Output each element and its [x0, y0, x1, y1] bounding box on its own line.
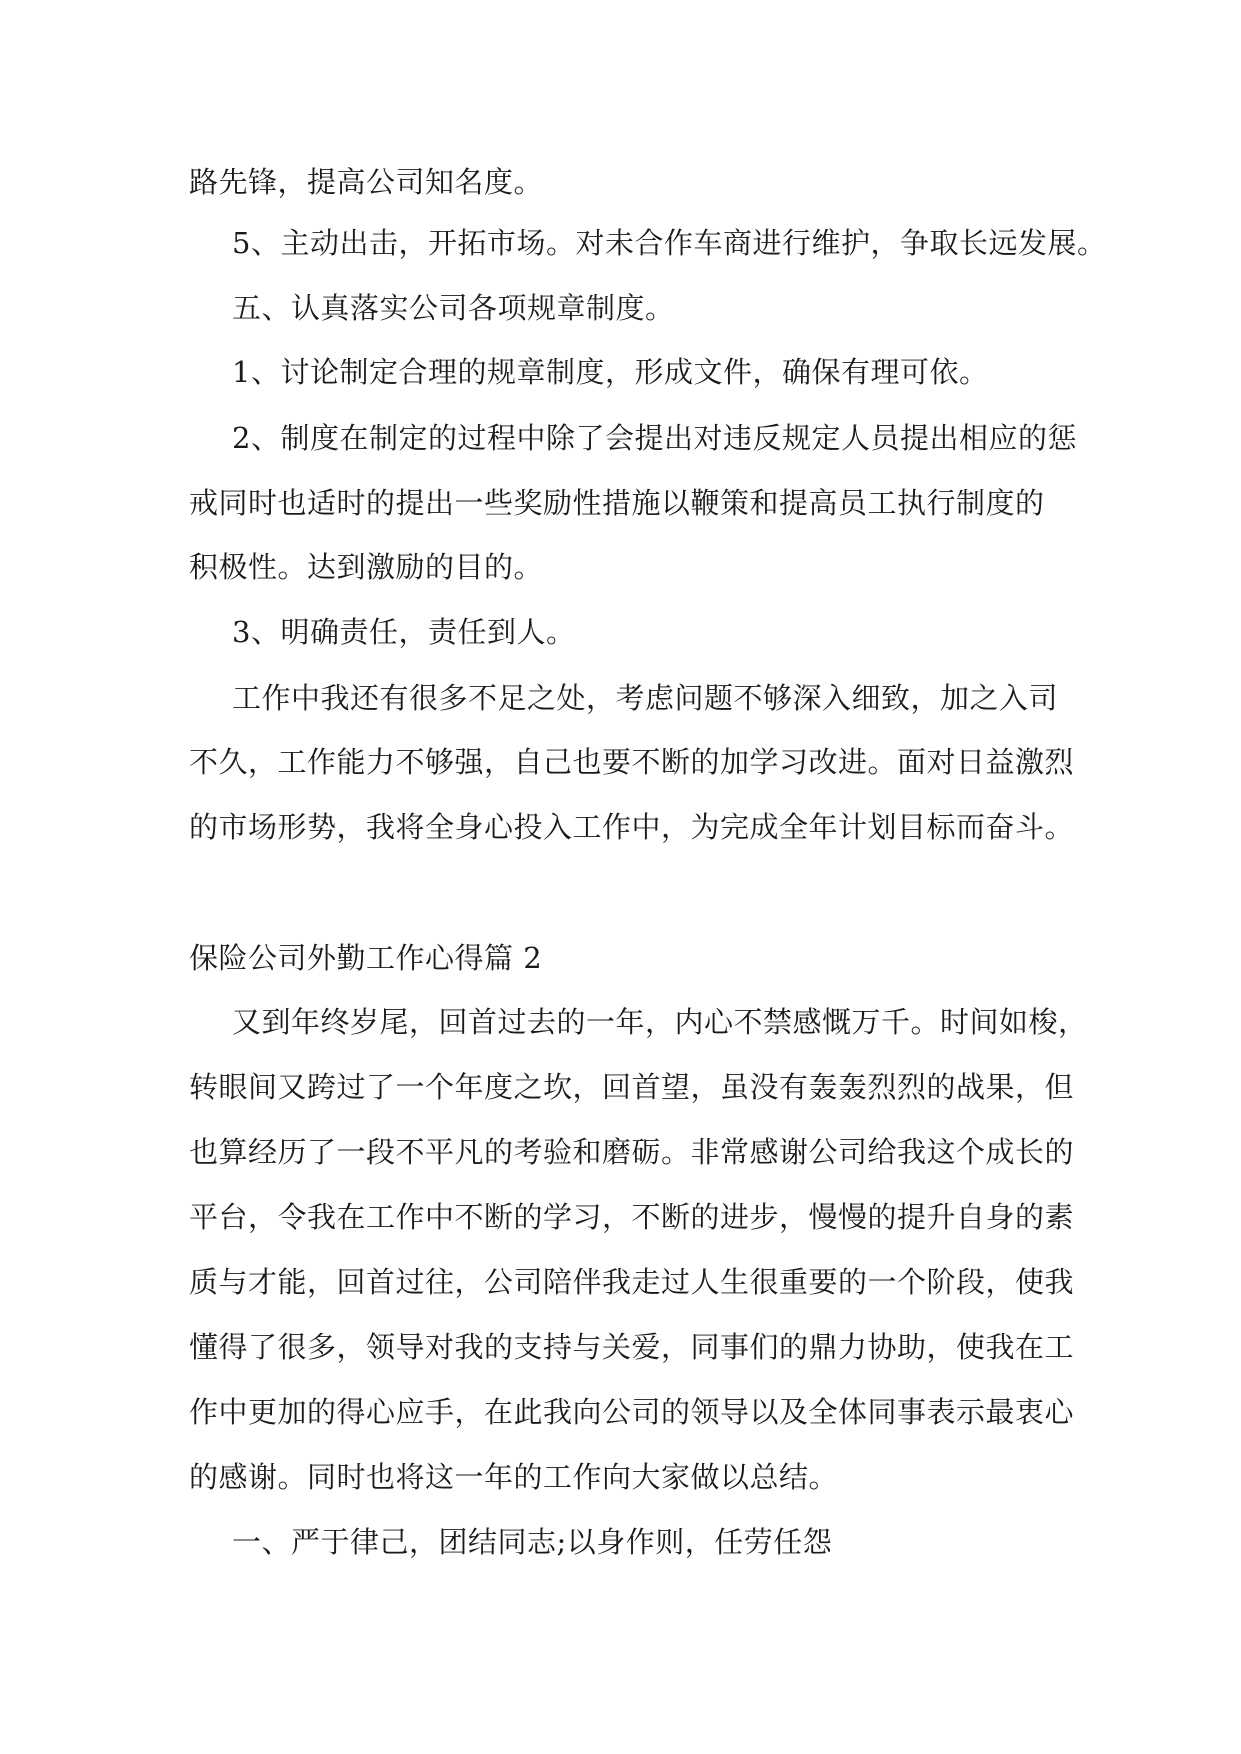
section-heading: 五、认真落实公司各项规章制度。 — [232, 291, 675, 325]
text-line: 的感谢。同时也将这一年的工作向大家做以总结。 — [189, 1460, 839, 1494]
text-line: 路先锋，提高公司知名度。 — [189, 165, 544, 199]
text-line: 质与才能，回首过往，公司陪伴我走过人生很重要的一个阶段，使我 — [189, 1265, 1075, 1299]
text-line: 1、讨论制定合理的规章制度，形成文件，确保有理可依。 — [232, 355, 989, 389]
text-line: 转眼间又跨过了一个年度之坎，回首望，虽没有轰轰烈烈的战果，但 — [189, 1070, 1075, 1104]
text-line: 也算经历了一段不平凡的考验和磨砺。非常感谢公司给我这个成长的 — [189, 1135, 1075, 1169]
text-line: 5、主动出击，开拓市场。对未合作车商进行维护，争取长远发展。 — [232, 226, 1107, 260]
text-line: 工作中我还有很多不足之处，考虑问题不够深入细致，加之入司 — [232, 681, 1059, 715]
text-line: 平台，令我在工作中不断的学习，不断的进步，慢慢的提升自身的素 — [189, 1200, 1075, 1234]
text-line: 3、明确责任，责任到人。 — [232, 615, 576, 649]
text-line: 积极性。达到激励的目的。 — [189, 550, 544, 584]
text-line: 又到年终岁尾，回首过去的一年，内心不禁感慨万千。时间如梭， — [232, 1005, 1088, 1039]
section-heading: 一、严于律己，团结同志;以身作则，任劳任怨 — [232, 1525, 833, 1559]
text-line: 作中更加的得心应手，在此我向公司的领导以及全体同事表示最衷心 — [189, 1395, 1075, 1429]
text-line: 不久，工作能力不够强，自己也要不断的加学习改进。面对日益激烈 — [189, 745, 1075, 779]
text-line: 戒同时也适时的提出一些奖励性措施以鞭策和提高员工执行制度的 — [189, 486, 1045, 520]
text-line: 懂得了很多，领导对我的支持与关爱，同事们的鼎力协助，使我在工 — [189, 1330, 1075, 1364]
article-title: 保险公司外勤工作心得篇 2 — [189, 941, 543, 975]
text-line: 2、制度在制定的过程中除了会提出对违反规定人员提出相应的惩 — [232, 421, 1077, 455]
text-line: 的市场形势，我将全身心投入工作中，为完成全年计划目标而奋斗。 — [189, 810, 1075, 844]
